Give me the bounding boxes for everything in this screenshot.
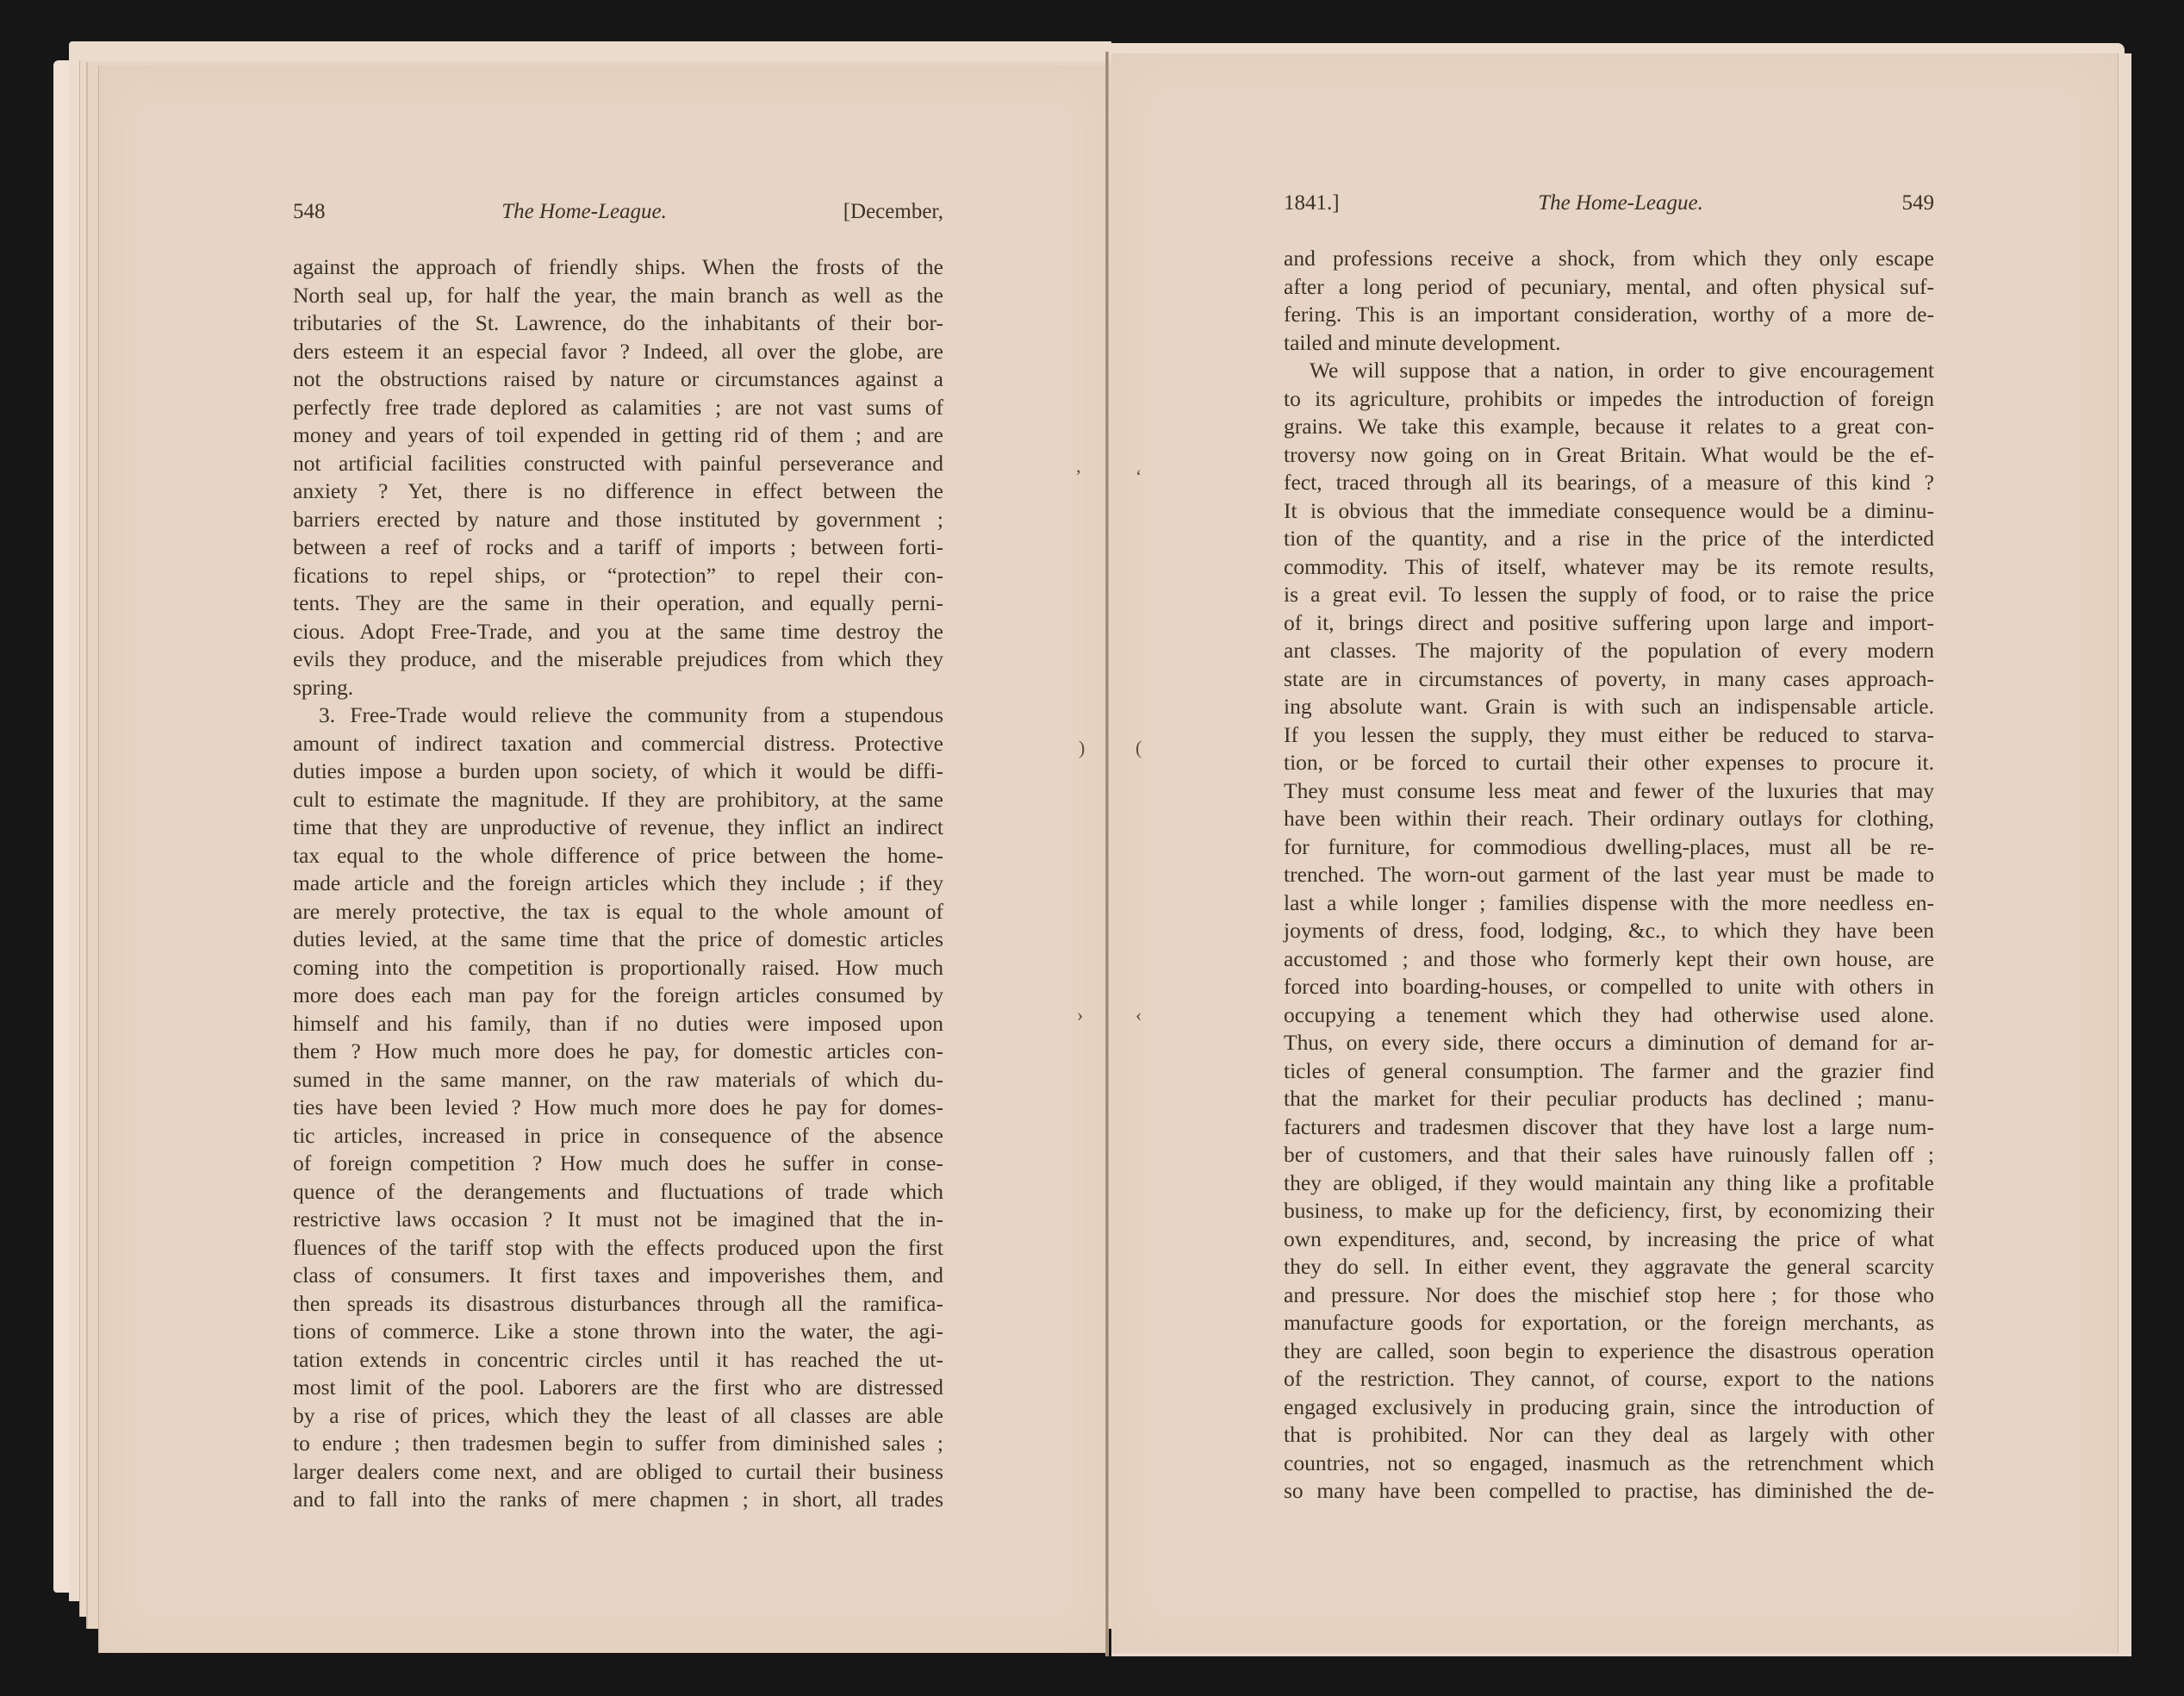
running-date: [December, (843, 200, 943, 223)
text-line: fications to repel ships, or “protection” to repel their con- (293, 562, 943, 588)
text-line: anxiety ? Yet, there is no difference in effect between the (293, 478, 943, 503)
text-line: are merely protective, the tax is equal to the whole amount of (293, 898, 943, 924)
text-line: joyments of dress, food, lodging, &c., to which they have been (1284, 918, 1934, 943)
text-line: them ? How much more does he pay, for domestic articles con- (293, 1038, 943, 1063)
right-page-text-column (1284, 190, 1934, 1506)
text-line: tailed and minute development. (1284, 329, 1561, 355)
text-line: forced into boarding-houses, or compelled to unite with others in (1284, 974, 1934, 999)
text-line: business, to make up for the deficiency, first, by economizing their (1284, 1198, 1934, 1223)
page-body (1284, 245, 1934, 1506)
text-line: not artificial facilities constructed with painful perseverance and (293, 450, 943, 476)
text-line: more does each man pay for the foreign articles consumed by (293, 982, 943, 1007)
text-line: they are obliged, if they would maintain any thing like a profitable (1284, 1169, 1934, 1195)
text-line: occupying a tenement which they had otherwise used alone. (1284, 1001, 1934, 1027)
text-line: tion, or be forced to curtail their other expenses to procure it. (1284, 750, 1934, 775)
text-line: Thus, on every side, there occurs a diminution of demand for ar- (1284, 1030, 1934, 1055)
text-line: then spreads its disastrous disturbances through all the ramifica- (293, 1290, 943, 1316)
text-line: North seal up, for half the year, the main branch as well as the (293, 282, 943, 308)
text-line: after a long period of pecuniary, mental, and often physical suf- (1284, 273, 1934, 299)
text-line: countries, not so engaged, inasmuch as the retrenchment which (1284, 1450, 1934, 1475)
book-spine (1105, 52, 1109, 1656)
running-title: The Home-League. (501, 200, 667, 223)
text-line: tributaries of the St. Lawrence, do the inhabitants of their bor- (293, 310, 943, 335)
page-body (293, 253, 943, 1514)
text-line: ant classes. The majority of the population of every modern (1284, 638, 1934, 663)
text-line: made article and the foreign articles which they include ; if they (293, 870, 943, 895)
text-line: state are in circumstances of poverty, in many cases approach- (1284, 665, 1934, 691)
text-line: tents. They are the same in their operation, and equally perni- (293, 590, 943, 615)
text-line: cult to estimate the magnitude. If they are prohibitory, at the same (293, 786, 943, 812)
text-line: fluences of the tariff stop with the effects produced upon the first (293, 1234, 943, 1260)
text-line: ber of customers, and that their sales have ruinously fallen off ; (1284, 1142, 1934, 1167)
text-line: tax equal to the whole difference of price between the home- (293, 842, 943, 868)
text-line: for furniture, for commodious dwelling-places, must all be re- (1284, 833, 1934, 859)
text-line: and to fall into the ranks of mere chapmen ; in short, all trades (293, 1487, 943, 1512)
text-line: facturers and tradesmen discover that they have lost a large num- (1284, 1113, 1934, 1139)
text-line: ders esteem it an especial favor ? Indeed, all over the globe, are (293, 338, 943, 364)
text-line: to endure ; then tradesmen begin to suffer from diminished sales ; (293, 1431, 943, 1456)
gutter-mark: ‹ (1136, 1004, 1142, 1026)
text-line: ties have been levied ? How much more does he pay for domes- (293, 1094, 943, 1119)
running-title: The Home-League. (1538, 191, 1703, 215)
gutter-mark: › (1077, 1004, 1084, 1026)
text-line: accustomed ; and those who formerly kept their own house, are (1284, 945, 1934, 971)
text-line: of the restriction. They cannot, of course, export to the nations (1284, 1366, 1934, 1391)
text-line: money and years of toil expended in getting rid of them ; and are (293, 422, 943, 447)
text-line: manufacture goods for exportation, or the foreign merchants, as (1284, 1310, 1934, 1335)
text-line: not the obstructions raised by nature or circumstances against a (293, 366, 943, 391)
text-line: own expenditures, and, second, by increasing the price of what (1284, 1225, 1934, 1251)
page-number: 548 (293, 200, 326, 223)
text-line: and pressure. Nor does the mischief stop here ; for those who (1284, 1281, 1934, 1307)
running-head (293, 198, 943, 228)
text-line: that the market for their peculiar products has declined ; manu- (1284, 1086, 1934, 1111)
text-line: so many have been compelled to practise, has diminished the de- (1284, 1478, 1934, 1503)
text-line: 3. Free-Trade would relieve the community from a stupendous (319, 702, 943, 727)
text-line: It is obvious that the immediate consequence would be a diminu- (1284, 497, 1934, 523)
running-date: 1841.] (1284, 191, 1340, 215)
text-line: duties levied, at the same time that the price of domestic articles (293, 926, 943, 951)
text-line: tion of the quantity, and a rise in the price of the interdicted (1284, 526, 1934, 551)
text-line: We will suppose that a nation, in order to give encouragement (1310, 358, 1934, 383)
text-line: class of consumers. It first taxes and impoverishes them, and (293, 1263, 943, 1288)
text-line: himself and his family, than if no duties were imposed upon (293, 1010, 943, 1036)
text-line: barriers erected by nature and those instituted by government ; (293, 506, 943, 532)
text-line: sumed in the same manner, on the raw materials of which du- (293, 1066, 943, 1092)
text-line: time that they are unproductive of revenue, they inflict an indirect (293, 814, 943, 839)
text-line: to its agriculture, prohibits or impedes the introduction of foreign (1284, 385, 1934, 411)
text-line: have been within their reach. Their ordinary outlays for clothing, (1284, 806, 1934, 831)
text-line: grains. We take this example, because it relates to a great con- (1284, 414, 1934, 439)
text-line: and professions receive a shock, from which they only escape (1284, 246, 1934, 271)
text-line: quence of the derangements and fluctuations of trade which (293, 1178, 943, 1204)
text-line: fering. This is an important consideration, worthy of a more de- (1284, 302, 1934, 327)
text-line: restrictive laws occasion ? It must not be imagined that the in- (293, 1207, 943, 1231)
text-line: commodity. This of itself, whatever may be its remote results, (1284, 553, 1934, 579)
text-line: of foreign competition ? How much does he suffer in conse- (293, 1150, 943, 1175)
gutter-mark: ) (1079, 737, 1086, 758)
text-line: coming into the competition is proportionally raised. How much (293, 954, 943, 980)
text-line: tation extends in concentric circles until it has reached the ut- (293, 1346, 943, 1372)
text-line: engaged exclusively in producing grain, since the introduction of (1284, 1394, 1934, 1419)
gutter-mark: ’ (1075, 465, 1082, 487)
text-line: They must consume less meat and fewer of the luxuries that may (1284, 777, 1934, 803)
text-line: cious. Adopt Free-Trade, and you at the same time destroy the (293, 618, 943, 644)
left-page-text-column (293, 198, 943, 1514)
text-line: ticles of general consumption. The farmer and the grazier find (1284, 1057, 1934, 1083)
text-line: troversy now going on in Great Britain. What would be the ef- (1284, 441, 1934, 467)
text-line: by a rise of prices, which they the least of all classes are able (293, 1402, 943, 1428)
text-line: most limit of the pool. Laborers are the first who are distressed (293, 1375, 943, 1400)
text-line: against the approach of friendly ships. When the frosts of the (293, 254, 943, 279)
text-line: perfectly free trade deplored as calamities ; are not vast sums of (293, 394, 943, 420)
text-line: fect, traced through all its bearings, of a measure of this kind ? (1284, 470, 1934, 495)
gutter-mark: ‘ (1136, 465, 1142, 487)
page-number: 549 (1901, 191, 1934, 215)
text-line: last a while longer ; families dispense with the more needless en- (1284, 889, 1934, 915)
text-line: trenched. The worn-out garment of the last year must be made to (1284, 862, 1934, 887)
text-line: between a reef of rocks and a tariff of imports ; between forti- (293, 534, 943, 559)
text-line: tions of commerce. Like a stone thrown into the water, the agi- (293, 1319, 943, 1344)
text-line: evils they produce, and the miserable prejudices from which they (293, 646, 943, 671)
text-line: If you lessen the supply, they must either be reduced to starva- (1284, 721, 1934, 747)
text-line: ing absolute want. Grain is with such an indispensable article. (1284, 694, 1934, 719)
text-line: tic articles, increased in price in consequence of the absence (293, 1122, 943, 1148)
text-line: is a great evil. To lessen the supply of food, or to raise the price (1284, 582, 1934, 607)
text-line: spring. (293, 674, 354, 700)
text-line: amount of indirect taxation and commercial distress. Protective (293, 730, 943, 756)
text-line: they do sell. In either event, they aggravate the general scarcity (1284, 1254, 1934, 1279)
text-line: duties impose a burden upon society, of which it would be diffi- (293, 758, 943, 783)
running-head (1284, 190, 1934, 219)
text-line: that is prohibited. Nor can they deal as largely with other (1284, 1422, 1934, 1447)
text-line: they are called, soon begin to experience the disastrous operation (1284, 1337, 1934, 1363)
text-line: larger dealers come next, and are obliged to curtail their business (293, 1458, 943, 1484)
text-line: of it, brings direct and positive suffering upon large and import- (1284, 609, 1934, 635)
gutter-mark: ( (1136, 737, 1142, 758)
